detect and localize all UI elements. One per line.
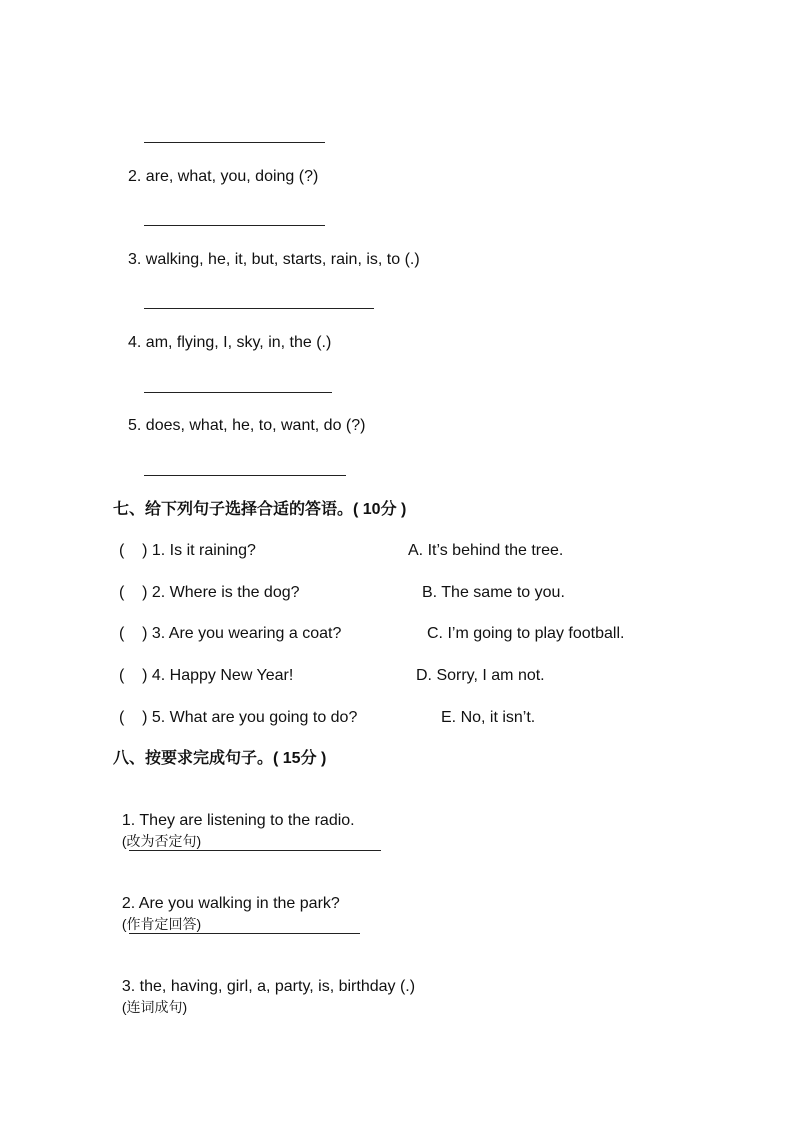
answer-blank[interactable] [144,392,332,393]
answer-blank[interactable] [129,850,381,851]
question-item: 5. does, what, he, to, want, do (?) [128,417,366,434]
section-heading: 八、按要求完成句子。( 15分 ) [113,750,327,767]
question-text: 2. Are you walking in the park? [121,895,340,912]
match-answer: C. I’m going to play football. [427,625,625,642]
question-item [113,791,355,852]
match-question: ( ) 2. Where is the dog? [119,584,300,601]
question-text: 3. the, having, girl, a, party, is, birthday (.) [121,978,416,995]
answer-blank[interactable] [144,142,325,143]
question-instruction: (作肯定回答) [121,916,202,932]
question-item: 2. are, what, you, doing (?) [128,168,319,185]
match-answer: E. No, it isn’t. [441,709,536,726]
match-answer: D. Sorry, I am not. [416,667,545,684]
question-instruction: (改为否定句) [121,833,202,849]
answer-blank[interactable] [144,225,325,226]
question-item [113,874,340,935]
match-question: ( ) 4. Happy New Year! [119,667,294,684]
answer-blank[interactable] [144,308,374,309]
question-instruction: (连词成句) [121,999,188,1015]
question-item: 3. walking, he, it, but, starts, rain, is, to (.) [128,251,420,268]
match-question: ( ) 1. Is it raining? [119,542,256,559]
question-item: 4. am, flying, I, sky, in, the (.) [128,334,332,351]
match-question: ( ) 5. What are you going to do? [119,709,358,726]
question-item [113,957,415,1018]
match-answer: B. The same to you. [422,584,565,601]
answer-blank[interactable] [129,933,360,934]
match-question: ( ) 3. Are you wearing a coat? [119,625,342,642]
section-heading: 七、给下列句子选择合适的答语。( 10分 ) [113,501,407,518]
question-text: 1. They are listening to the radio. [121,812,355,829]
match-answer: A. It’s behind the tree. [408,542,564,559]
answer-blank[interactable] [144,475,346,476]
